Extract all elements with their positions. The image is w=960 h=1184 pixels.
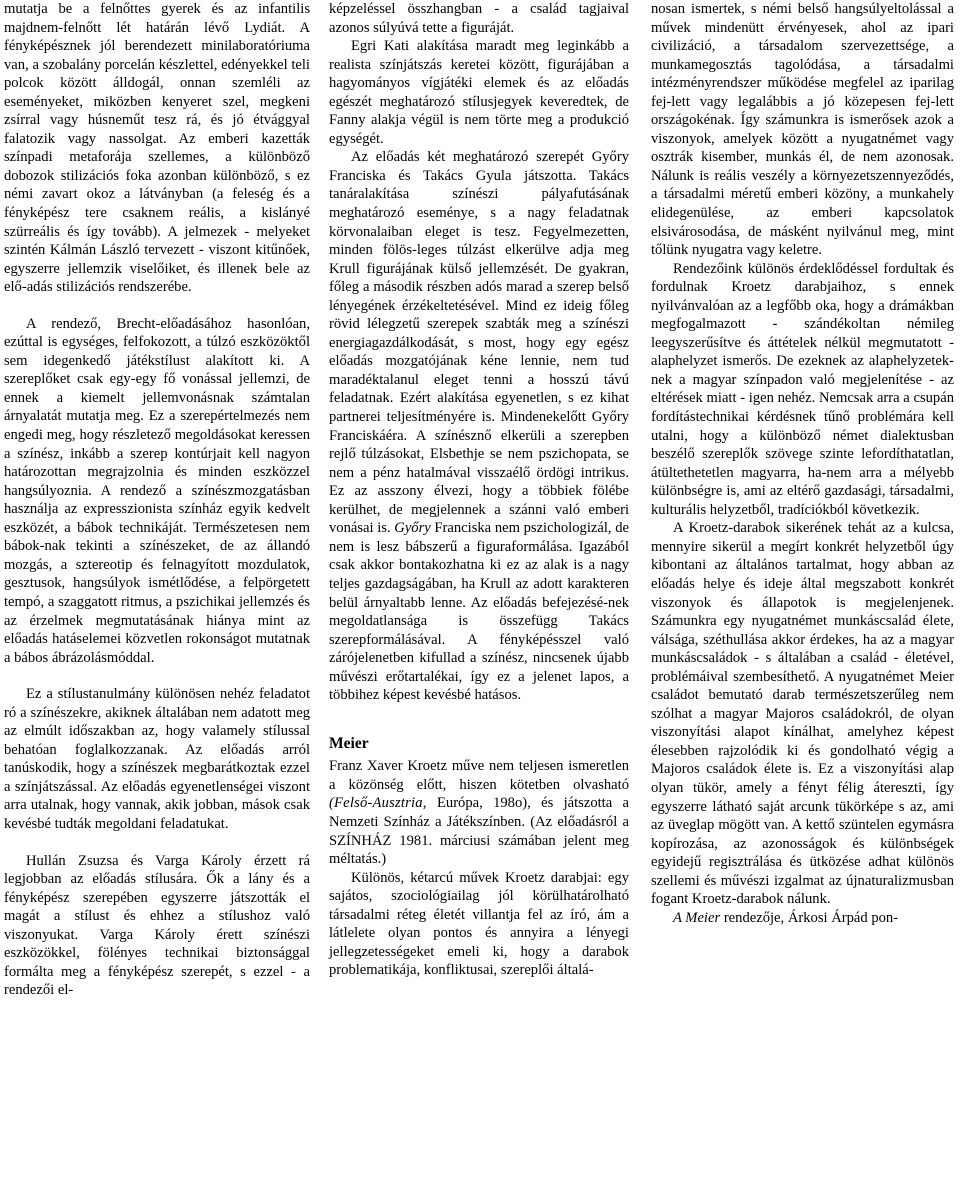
paragraph-text: Európa, 198o), és játszotta a Nemzeti Színház a Játékszínben. (Az előadásról a SZÍNHÁZ 1981. márciusi számában jelent meg méltatás.) [329,795,630,868]
paragraph: nosan ismertek, s némi belső hangsúlyeltolással a művek mindenütt érvényesek, ahol az ipari civilizáció, a társadalom szervezettsége, a munkamegosztás tagolódása, a társadalmi intézményrendszer működése megfelel az iparilag fej-lett vagy legalábbis a jó közepesen fej-lett országokénak. Így számunkra is ismerősek azok a viszonyok, amelyek között a nyugatnémet vagy osztrák kisember, munkás él, de nem azonosak. Nálunk is reális veszély a környezetszennyeződés, a társadalmi méretű emberi közöny, a munkahely elidegenülése, az emberi kapcsolatok elsivárosodása, de másként nyilvánul meg, mint tőlünk nyugatra vagy keletre. [651,1,954,259]
column-middle [329,0,629,980]
book-title-italic: (Felső-Ausztria, [329,795,427,812]
paragraph-text: Franciska nem pszichologizál, de nem is lesz bábszerű a figuraformálása. Igazából csak akkor bontakozhatna ki ez az alak is a nagy teljes gazdagságában, ha Krull az adott karakteren belül árnyaltabb lenne. Az előadás befejezésé-nek megoldatlansága is összefügg Takács szerepformálásával. A fényképésszel való zárójelenetben kifullad a színész, nincsenek újabb művészi erőtartalékai, így ez a jelenet lapos, a többihez képest kevésbé hatásos. [329,520,629,704]
paragraph: Ez a stílustanulmány különösen nehéz feladatot ró a színészekre, akiknek általában nem adatott meg az elmúlt időszakban az, hogy valamely stílussal behatóan foglalkozzanak. Az előadás arról tanúskodik, hogy a színészek megbarátkoztak ezzel a színjátszással. Az előadás egyenetlenségei viszont arra utalnak, hogy vannak, akik jobban, mások csak kevésbé tudták megoldani feladatukat. [4,686,310,832]
paragraph-text: Az előadás két meghatározó szerepét Győry Franciska és Takács Gyula játszotta. Takács tanáralakítása színészi pályafutásának meghatározó eseménye, s a nagy feladatnak körvonalaiban eleget is tesz. Fegyelmezetten, minden fölös-leges túlzást elkerülve adja meg Krull figurájának külső jellemzését. De gyakran, főleg a második részben adós marad a szerep belső lényegének érzékeltetésével. Mind ez ideig főleg rövid lélegzetű szerepek szabták meg a színészi energiagazdálkodását, s most, hogy egy egész előadás mozgatójának kéne lennie, nem tud maradéktalanul eleget tenni a hosszú távú feladatnak. Ezért alakítása egyenetlen, s ez kihat partnerei teljesítményére is. Mindenekelőtt Győry Franciskáéra. A színésznő elkerüli a szerepben rejlő túlzásokat, Elsbethje se nem pszichopata, se nem a pénz hatalmával visszaélő ördögi intrikus. Ez az asszony élvezi, hogy a többiek fölébe kerülhet, de megjelennek a szánni való emberi vonásai is. [329,149,629,537]
paragraph-text: Franz Xaver Kroetz műve nem teljesen ismeretlen a közönség előtt, hiszen kötetben olvasható [329,758,629,793]
paragraph [651,909,954,928]
paragraph: képzeléssel összhangban - a család tagjaival azonos súlyúvá tette a figuráját. [329,1,629,36]
paragraph: Hullán Zsuzsa és Varga Károly érzett rá legjobban az előadás stílusára. Ők a lány és a fényképész szerepében egyszerre játszották el magát a stílust és ehhez a stílushoz való viszonyukat. Varga Károly érett színészi eszközökkel, fölényes technikai biztonsággal formálta meg a fényképész szerepét, s ezzel - a rendezői el- [4,852,310,999]
paragraph: A Kroetz-darabok sikerének tehát az a kulcsa, mennyire sikerül a megírt konkrét helyzetből úgy kibontani az általános tartalmat, hogy abban az előadás helye és ideje által megszabott konkrét viszonyok és állapotok is megjelenjenek. Számunkra egy nyugatnémet munkáscsalád élete, válsága, széthullása akkor érdekes, ha az a magyar munkáscsaládok - s általában a család - életével, problémáival szembesíthető. A nyugatnémet Meier családot bemutató darab természetszerűleg nem szólhat a magyar Majoros családokról, de olyan viszonyítási alapot kínálhat, amelyhez képest élesebben rajzolódik ki és gondolható végig a Majoros családok élete is. Ez a viszonyítási alap olyan tükör, amely a fényt félig átereszti, így egyszerre látható saját arcunk tükörképe s az, ami az üveglap mögött van. A kettő szüntelen egymásra kopírozása, az azonosságok és különbségek egyidejű regisztrálása és ütközése adhat különös szellemi és művészi izgalmat az újnaturalizmusban fogant Kroetz-darabok nálunk. [651,520,954,908]
paragraph: mutatja be a felnőttes gyerek és az infantilis majdnem-felnőtt lét határán lévő Lydiát. A fényképésznek jól berendezett minilaboratóriuma van, a szobalány porcelán készlettel, edényekkel teli polcok között álldogál, onnan szemléli az eseményeket, miközben kenyeret szel, megkeni zsírral vagy húsneműt tesz rá, és jó étvággyal falatozik vagy nassolgat. Az emberi kazetták színpadi metaforája szellemes, a különböző dobozok stilizációs foka azonban különböző, s ez némi zavart okoz a látványban (a feleség és a fényképész tere csaknem reális, a kislányé szürreális és így tovább). A jelmezek - melyeket szintén Kálmán László tervezett - viszont kitűnőek, egyszerre jellemzik viselőiket, és illenek bele az elő-adás stilizációs rendszerébe. [4,1,310,296]
paragraph: Rendezőink különös érdeklődéssel fordultak és fordulnak Kroetz darabjaihoz, s ennek nyilvánvalóan az a legfőbb oka, hogy a drámákban megfogalmazott - szándékoltan némileg leegyszerűsítve és áttételek nélkül megmutatott - alaphelyzet ismerős. De ezeknek az alaphelyzetek-nek a magyar színpadon való megjelenítése - az eltérések miatt - igen nehéz. Nemcsak arra a csupán fordítástechnikai kérdésnek tűnő problémára kell utalni, hogy a különböző német dialektusban beszélő szereplők szövege szinte lefordíthatatlan, átültethetetlen magyarra, ha-nem arra a mélyebb különbségre is, ami az eltérő gazdasági, társadalmi, kulturális helyzetből, tradíciókból következik. [651,260,954,518]
column-right [651,0,954,927]
paragraph [329,148,629,704]
paragraph: Különös, kétarcú művek Kroetz darabjai: egy sajátos, szociológiailag jól körülhatárolható társadalmi réteg életét villantja fel az író, ám a látlelete olyan pontos és annyira a lényegi jellegzetességeket emeli ki, hogy a darabok problematikája, konfliktusai, szereplői általá- [329,869,629,979]
column-left [4,0,310,1000]
paragraph: Egri Kati alakítása maradt meg leginkább a realista színjátszás keretei között, figurájában a hagyományos vígjátéki elemek és az előadás egészét meghatározó stílusjegyek keveredtek, de Fanny alakja végül is nem törte meg a produkció egységét. [329,38,629,147]
paragraph [329,757,629,868]
paragraph: A rendező, Brecht-előadásához hasonlóan, ezúttal is egységes, felfokozott, a túlzó eszközöktől sem idegenkedő játékstílust alakított ki. A szereplőket csak egy-egy fő vonással jellemzi, de ennek a kiemelt jellemvonásnak számtalan árnyalatát mutatja meg. Ez a szerepértelmezés nem engedi meg, hogy részletező megoldásokat keressen a színész, inkább a szerep kontúrjait kell nagyon határozottan megrajzolnia és minden eszközzel hangsúlyoznia. A rendező a színészmozgatásban használja az expresszionista színház egyik kedvelt eszközét, a bábok technikáját. Természetesen nem bábok-nak tekinti a színészeket, de az állandó mozgás, a sztereotip és felnagyított mozdulatok, gesztusok, hangsúlyok ismétlődése, a felpörgetett tempó, a szaggatott ritmus, a pszichikai jellemzés és az érzelmek megmutatásának hiánya mint az előadás hatáselemei közvetlen rokonságot mutatnak a bábos ábrázolásmóddal. [4,315,310,666]
play-title-italic: A Meier [673,909,721,926]
actress-name-italic: Győry [394,520,431,537]
section-heading: Meier [329,734,369,752]
paragraph-text: rendezője, Árkosi Árpád pon- [723,909,899,926]
